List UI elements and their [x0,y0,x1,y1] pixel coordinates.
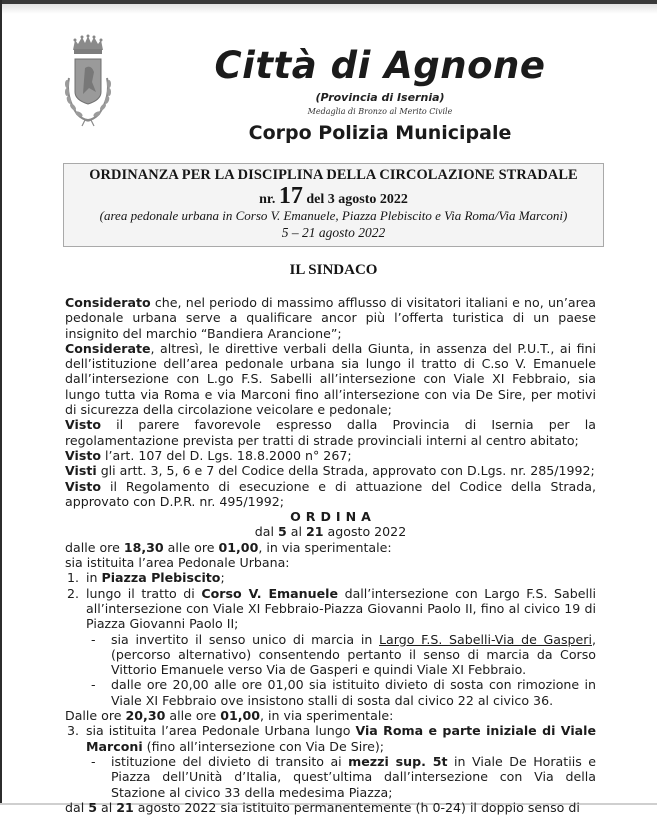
text: in Viale De Horatiis e Piazza dell’Unità d’Italia, quest’ultima dall’intersezione con Via della Stazione al civico 33 della medesima Piazza; [111,753,596,800]
text: , in via sperimentale: [258,539,392,555]
item-text [86,723,596,754]
text: al [96,799,117,815]
list-item [65,570,596,585]
preamble-lead: Visto [65,417,102,433]
text-bold: Corso V. Emanuele [201,585,339,601]
ordina-date-range [65,524,596,539]
preamble-lead: Visto [65,447,102,463]
sub-item-text [111,754,596,800]
text: alle ore [163,539,219,555]
item-number: 3. [67,723,80,739]
date-from: 5 [278,524,287,540]
list-item [65,586,596,632]
text: , in via sperimentale: [260,708,394,724]
text: in [86,570,102,586]
time-to: 01,00 [220,708,261,724]
ordinance-subject: (area pedonale urbana in Corso V. Emanuele, Piazza Plebiscito e Via Roma/Via Marconi) [99,208,568,223]
preamble-text: l’art. 107 del D. Lgs. 18.8.2000 n° 267; [101,447,352,463]
text: sia istituita l’area Pedonale Urbana lungo [86,723,356,739]
dash-bullet: - [91,631,96,647]
item-text [86,586,596,632]
preamble-lead: Visti [65,463,97,479]
text: dalle ore [65,539,124,555]
item-number: 1. [67,570,80,586]
ordinance-number: 17 [278,183,303,209]
preamble-paragraph [65,295,596,341]
authority-heading: IL SINDACO [289,262,378,278]
preamble-lead: Considerate [65,340,151,356]
preamble-text: che, nel periodo di massimo afflusso di visitatori italiani e no, un’area pedonale urbana serve a qualificare ancor più l’offerta turistica di un paese insignito del marchio “Bandiera Arancione”; [65,295,596,341]
ordinance-period: 5 – 21 agosto 2022 [281,225,386,240]
preamble-lead: Visto [65,478,102,494]
department-name: Corpo Polizia Municipale [248,122,512,144]
number-prefix: nr. [259,192,276,207]
preamble-lead: Considerato [65,295,151,310]
text-bold: Piazza Plebiscito [101,570,221,586]
text: dal [254,524,278,540]
text: agosto 2022 [323,524,407,540]
sub-item [65,677,596,708]
text: sia invertito il senso unico di marcia in [111,631,380,647]
time-window-2 [65,708,596,723]
city-title: Città di Agnone [214,44,546,87]
scan-shadow [0,4,657,14]
preamble-text: il parere favorevole espresso dalla Provincia di Isernia per la regolamentazione prevista per tratti di strade provinciali interni al centro abitato; [65,417,596,448]
preamble-text: , altresì, le direttive verbali della Giunta, in assenza del P.U.T., ai fini dell’istituzione dell’area pedonale urbana sia lungo il tratto di C.so V. Emanuele dall’intersezione con L.go F.S. Sabelli all’intersezione con Viale XI Febbraio, sia lungo tutta via Roma e via Marconi fino all’intersezione con via De Sire, per motivi di sicurezza della circolazione veicolare e pedonale; [65,340,596,418]
ordinance-header-box [63,163,604,247]
time-window-1 [65,540,596,555]
province-label: (Provincia di Isernia) [315,91,445,104]
text: istituzione del divieto di transito ai [111,753,349,769]
intro-line: sia istituita l’area Pedonale Urbana: [65,555,290,571]
text-underlined: Largo F.S. Sabelli-Via de Gasperi [379,631,592,647]
sub-item-text [111,632,596,678]
document-body [65,295,596,815]
list-item [65,723,596,754]
preamble-paragraph [65,463,596,478]
sub-item [65,632,596,678]
item-number: 2. [67,585,80,601]
text: alle ore [165,708,221,724]
text: lungo il tratto di [86,585,202,601]
ordinance-date: del 3 agosto 2022 [306,192,408,207]
ordinance-title: ORDINANZA PER LA DISCIPLINA DELLA CIRCOLAZIONE STRADALE [89,167,578,183]
preamble-paragraph [65,479,596,510]
sub-item-text: dalle ore 20,00 alle ore 01,00 sia istituito divieto di sosta con rimozione in Viale XI Febbraio ove insistono stalli di sosta dal civico 22 al civico 36. [111,677,596,708]
preamble-paragraph [65,341,596,417]
text: ; [220,570,225,586]
text: agosto 2022 sia istituito permanentemente (h 0-24) il doppio senso di [133,799,580,815]
medal-label: Medaglia di Bronzo al Merito Civile [307,107,453,116]
dash-bullet: - [91,753,96,769]
text-bold: Via Roma e parte iniziale di Viale Marconi [86,723,596,754]
ordina-heading: ORDINA [290,509,376,525]
preamble-paragraph [65,448,596,463]
text: (fino all’intersezione con Via De Sire); [142,738,385,754]
preamble-paragraph [65,417,596,448]
time-from: 18,30 [123,539,164,555]
text: al [286,524,306,540]
time-from: 20,30 [125,708,166,724]
text-bold: mezzi sup. 5t [348,753,448,769]
sub-item [65,754,596,800]
time-to: 01,00 [218,539,259,555]
window-left-border [0,0,2,805]
preamble-text: gli artt. 3, 5, 6 e 7 del Codice della Strada, approvato con D.Lgs. nr. 285/1992; [96,463,595,479]
text: dall’intersezione con Largo F.S. Sabelli all’intersezione con Viale XI Febbraio-Piazza Giovanni Paolo II, fino al civico 19 di Piazza Giovanni Paolo II; [86,585,596,632]
preamble-text: il Regolamento di esecuzione e di attuazione del Codice della Strada, approvato con D.P.R. nr. 495/1992; [65,478,596,509]
ordinance-number-line [64,183,603,210]
date-to: 21 [116,799,134,815]
permanent-rule-line [65,800,596,815]
item-text [86,570,596,585]
date-to: 21 [306,524,324,540]
coat-of-arms-icon [63,34,113,130]
date-from: 5 [88,799,97,815]
text: Dalle ore [65,708,126,724]
text: dal [65,799,89,815]
text: , (percorso alternativo) consentendo pertanto il senso di marcia da Corso Vittorio Emanuele verso Via de Gasperi e quindi Viale XI Febbraio. [111,631,596,678]
dash-bullet: - [91,677,96,693]
